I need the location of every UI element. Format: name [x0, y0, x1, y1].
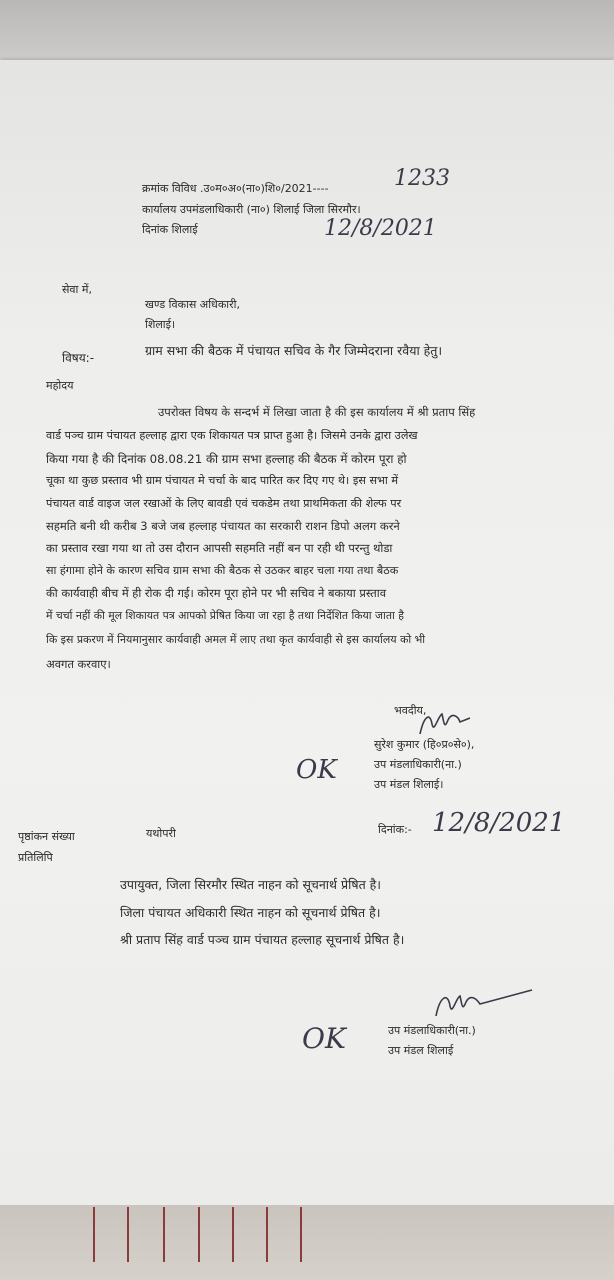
salutation: सेवा में,: [62, 283, 92, 296]
signatory-name: सुरेश कुमार (हि०प्र०से०),: [374, 738, 475, 751]
final-signatory-designation: उप मंडलाधिकारी(ना.): [388, 1024, 476, 1037]
signatory-office: उप मंडल शिलाई।: [374, 778, 444, 791]
greeting: महोदय: [46, 379, 74, 392]
final-signatory-office: उप मंडल शिलाई: [388, 1044, 454, 1057]
reference-number-handwritten: 1233: [394, 166, 450, 191]
final-handwritten-ok-mark: OK: [302, 1022, 346, 1055]
floor-mark: [266, 1207, 268, 1262]
date-handwritten: 12/8/2021: [324, 216, 437, 241]
final-signature-scribble: [428, 986, 538, 1026]
reference-line: क्रमांक विविध .उ०म०अ०(ना०)शि०/2021----: [142, 182, 329, 195]
office-line: कार्यालय उपमंडलाधिकारी (ना०) शिलाई जिला सिरमौर।: [142, 203, 361, 216]
handwritten-ok-mark: OK: [296, 755, 337, 785]
endorsement-number-label: पृष्ठांकन संख्या: [18, 830, 75, 843]
body-line: का प्रस्ताव रखा गया था तो उस दौरान आपसी सहमति नहीं बन पा रही थी परन्तु थोडा: [46, 541, 393, 555]
recipient-place: शिलाई।: [145, 318, 176, 331]
body-line: अवगत करवाए।: [46, 657, 111, 671]
floor-mark: [163, 1207, 165, 1262]
copy-recipient: श्री प्रताप सिंह वार्ड पञ्च ग्राम पंचायत हल्लाह सूचनार्थ प्रेषित है।: [120, 932, 405, 947]
body-line: की कार्यवाही बीच में ही रोक दी गई। कोरम पूरा होने पर भी सचिव ने बकाया प्रस्ताव: [46, 586, 387, 600]
copy-label: प्रतिलिपि: [18, 851, 53, 864]
copy-recipient: जिला पंचायत अधिकारी स्थित नाहन को सूचनार्थ प्रेषित है।: [120, 905, 381, 920]
closing: भवदीय,: [394, 704, 427, 717]
date-place-line: दिनांक शिलाई: [142, 223, 198, 236]
body-line: चूका था कुछ प्रस्ताव भी ग्राम पंचायत मे चर्चा के बाद पारित कर दिए गए थे। इस सभा में: [46, 474, 399, 487]
floor-mark: [232, 1207, 234, 1262]
subject-text: ग्राम सभा की बैठक में पंचायत सचिव के गैर जिम्मेदराना रवैया हेतु।: [145, 343, 443, 358]
endorsement-date-label: दिनांक:-: [378, 823, 412, 836]
body-line: उपरोक्त विषय के सन्दर्भ में लिखा जाता है की इस कार्यालय में श्री प्रताप सिंह: [158, 405, 476, 419]
floor-mark: [300, 1207, 302, 1262]
body-line: कि इस प्रकरण में नियमानुसार कार्यवाही अमल में लाए तथा कृत कार्यवाही से इस कार्यालय को भी: [46, 633, 426, 646]
body-line: सहमति बनी थी करीब 3 बजे जब हल्लाह पंचायत का सरकारी राशन डिपो अलग करने: [46, 519, 400, 533]
floor-mark: [93, 1207, 95, 1262]
body-line: में चर्चा नहीं की मूल शिकायत पत्र आपको प्रेषित किया जा रहा है तथा निर्देशित किया जाता है: [46, 609, 404, 622]
signatory-designation: उप मंडलाधिकारी(ना.): [374, 758, 462, 771]
subject-label: विषय:-: [62, 351, 95, 365]
endorsement-date-handwritten: 12/8/2021: [432, 808, 566, 838]
copy-recipient: उपायुक्त, जिला सिरमौर स्थित नाहन को सूचनार्थ प्रेषित है।: [120, 877, 382, 892]
endorsement-as-above: यथोपरी: [146, 827, 176, 840]
body-line: किया गया है की दिनांक 08.08.21 की ग्राम सभा हल्लाह की बैठक में कोरम पूरा हो: [46, 452, 407, 466]
recipient-designation: खण्ड विकास अधिकारी,: [145, 298, 240, 311]
floor-mark: [198, 1207, 200, 1262]
floor-mark: [127, 1207, 129, 1262]
body-line: पंचायत वार्ड वाइज जल रखाओं के लिए बावडी एवं चकडेम तथा प्राथमिकता की शेल्फ पर: [46, 497, 402, 510]
body-line: सा हंगामा होने के कारण सचिव ग्राम सभा की बैठक से उठकर बाहर चला गया तथा बैठक: [46, 564, 399, 577]
body-line: वार्ड पञ्च ग्राम पंचायत हल्लाह द्वारा एक शिकायत पत्र प्राप्त हुआ है। जिसमे उनके द्वारा उलेख: [46, 429, 418, 442]
